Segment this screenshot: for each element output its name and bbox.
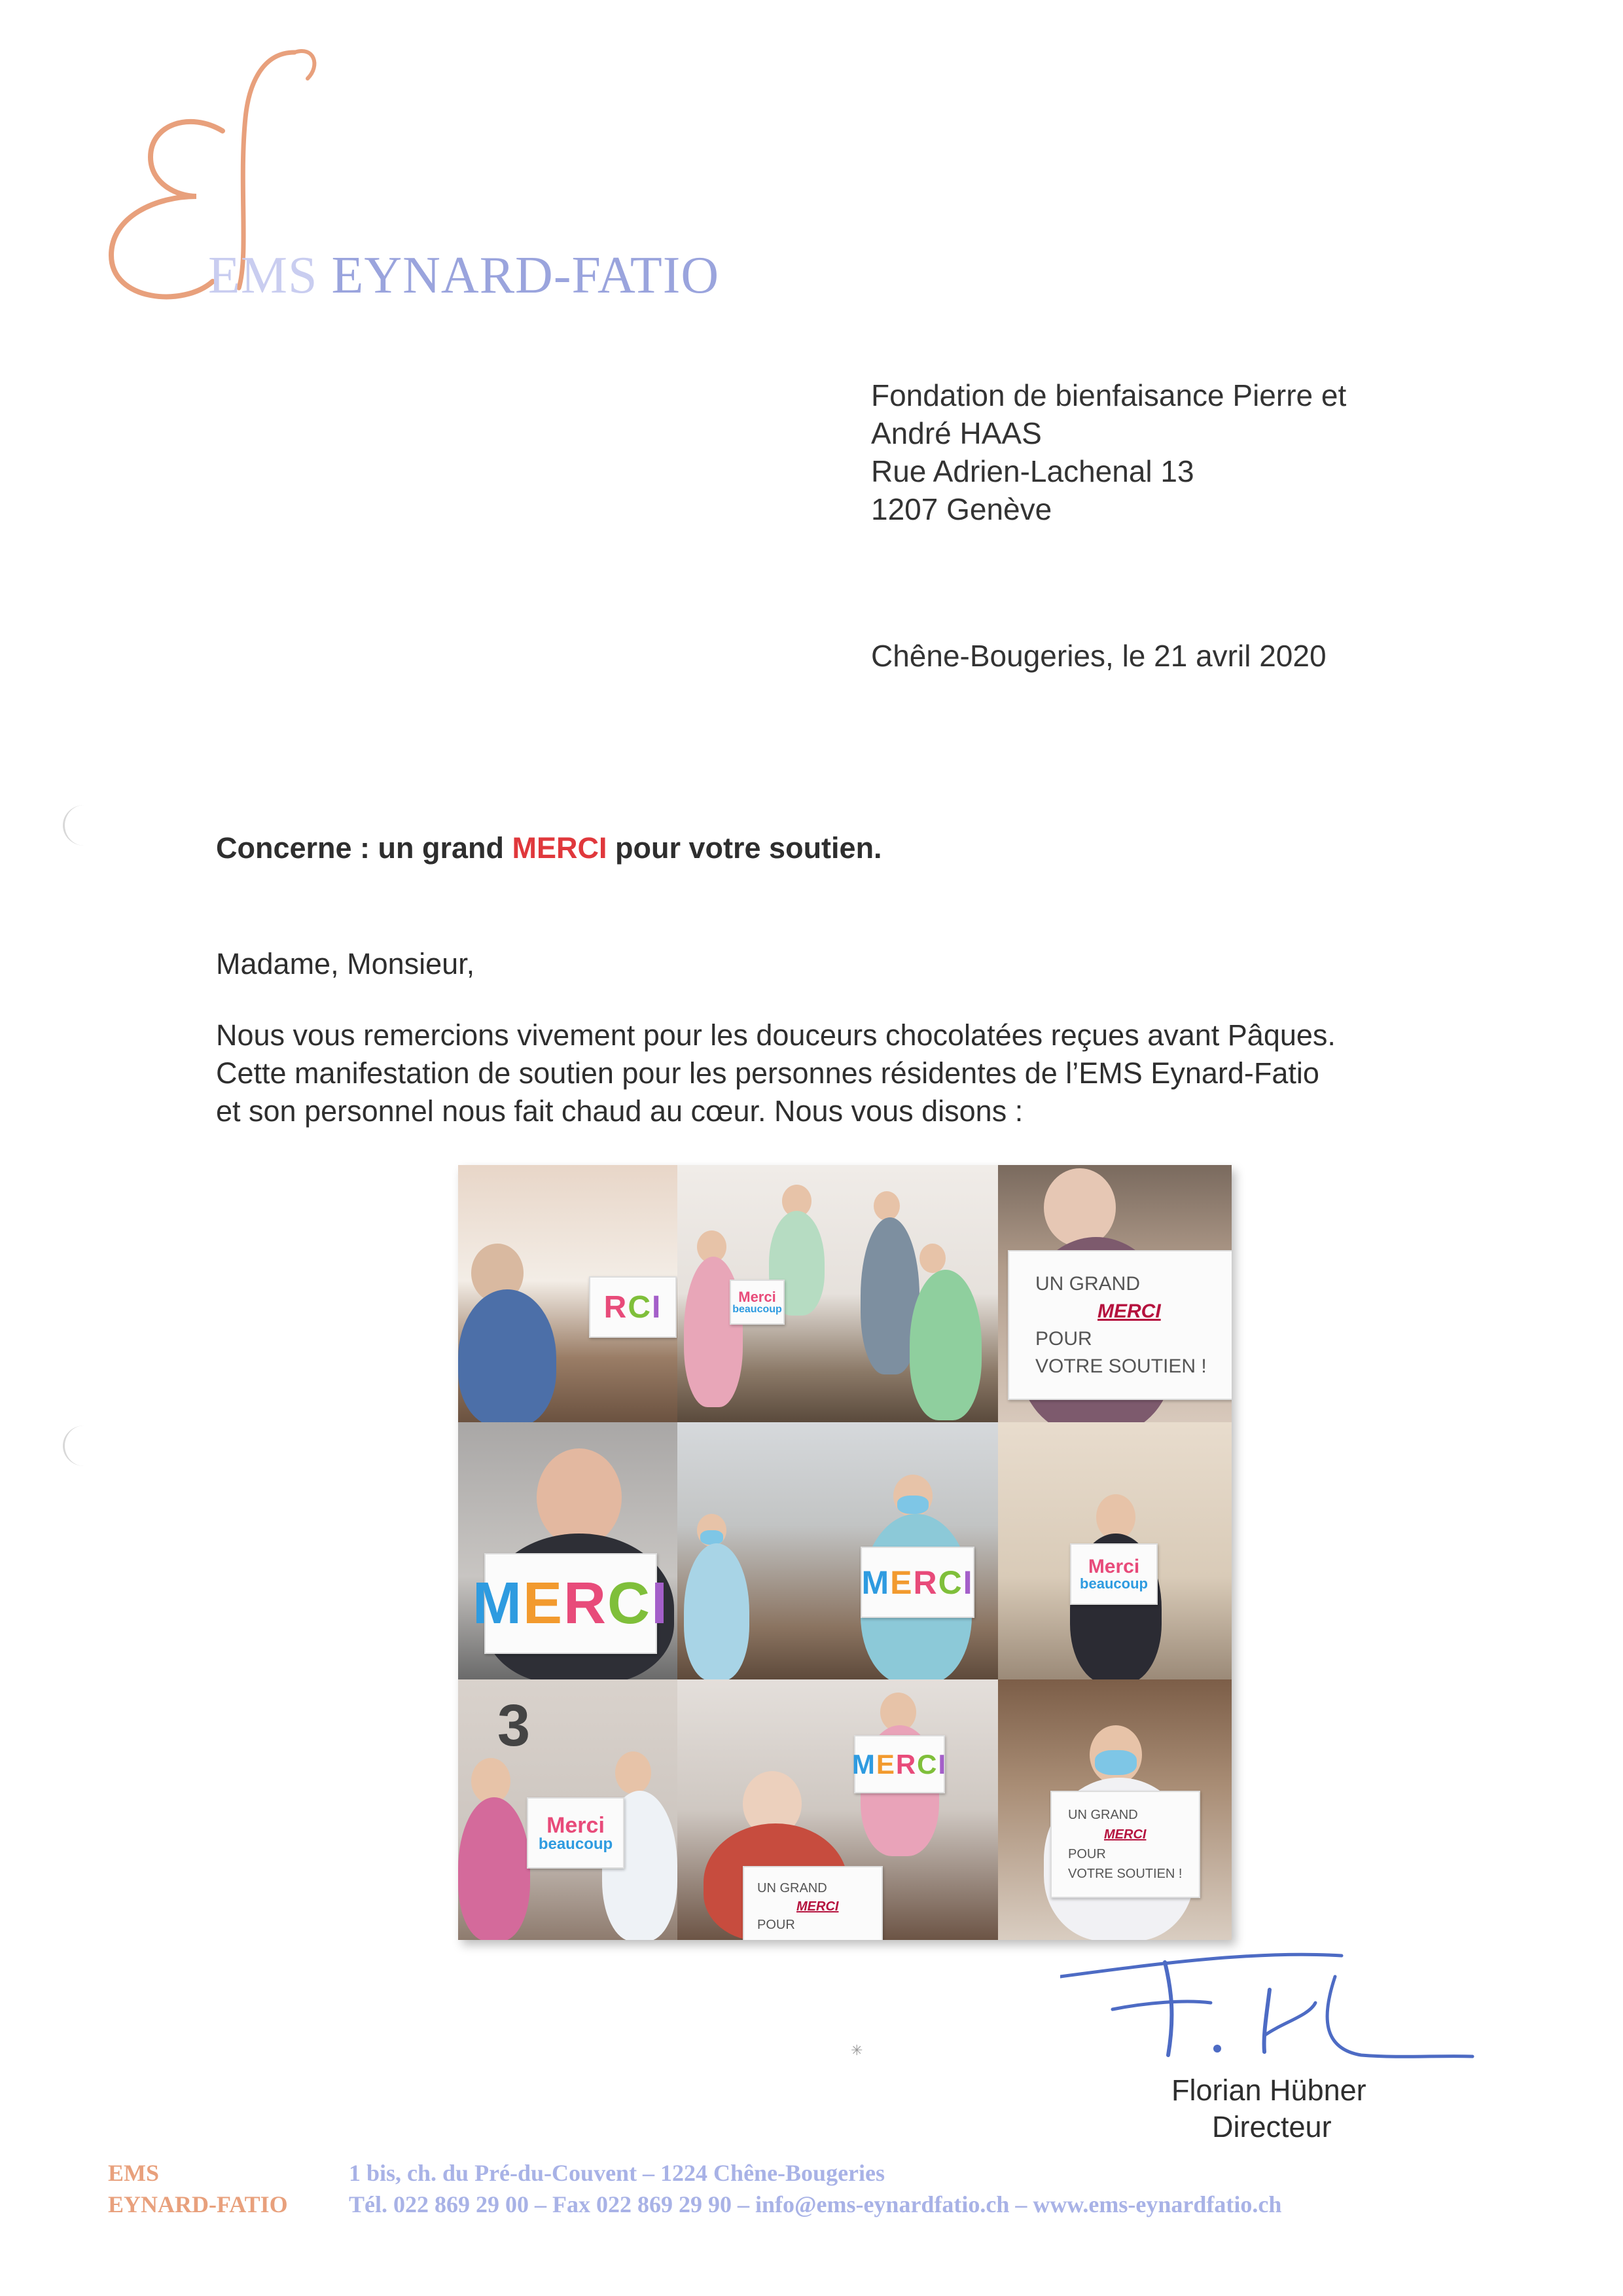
merci-letter: I bbox=[651, 1570, 669, 1636]
punch-hole-icon bbox=[63, 1426, 105, 1466]
footer-phone-email-web: Tél. 022 869 29 00 – Fax 022 869 29 90 – info@ems-eynardfatio.ch – www.ems-eynardfatio.ch bbox=[349, 2191, 1282, 2217]
logo-name: EYNARD-FATIO bbox=[331, 247, 720, 304]
un-grand-merci-sign bbox=[1050, 1791, 1200, 1898]
merci-letter: E bbox=[890, 1564, 914, 1601]
body-line: Cette manifestation de soutien pour les personnes résidentes de l’EMS Eynard-Fatio bbox=[216, 1056, 1319, 1090]
merci-letter: E bbox=[522, 1570, 563, 1636]
salutation: Madame, Monsieur, bbox=[216, 947, 475, 980]
merci-letter: M bbox=[861, 1564, 891, 1601]
sign-text: Merci bbox=[738, 1288, 776, 1305]
sign-text: beaucoup bbox=[538, 1835, 613, 1853]
collage-photo bbox=[458, 1679, 677, 1940]
footer-brand-line: EYNARD-FATIO bbox=[108, 2191, 288, 2217]
footer-brand bbox=[108, 2157, 288, 2220]
punch-hole-icon bbox=[63, 805, 105, 846]
merci-letter: C bbox=[917, 1748, 938, 1780]
recipient-line: Rue Adrien-Lachenal 13 bbox=[871, 454, 1194, 488]
collage-photo bbox=[677, 1679, 998, 1940]
sign-text: MERCI bbox=[1097, 1300, 1161, 1322]
merci-letter: I bbox=[938, 1748, 948, 1780]
sign-text: MERCI bbox=[1104, 1827, 1147, 1842]
merci-beaucoup-sign bbox=[1070, 1543, 1158, 1605]
date-line: Chêne-Bougeries, le 21 avril 2020 bbox=[871, 639, 1327, 673]
merci-letter: C bbox=[607, 1570, 651, 1636]
collage-photo bbox=[998, 1422, 1232, 1679]
photo-collage bbox=[458, 1165, 1232, 1940]
subject-prefix: Concerne : un grand bbox=[216, 831, 512, 865]
merci-sign bbox=[589, 1276, 677, 1338]
collage-photo bbox=[677, 1422, 998, 1679]
sign-text: UN GRAND bbox=[757, 1881, 827, 1895]
sign-text: UN GRAND bbox=[1068, 1808, 1138, 1822]
collage-photo bbox=[998, 1165, 1232, 1422]
recipient-line: Fondation de bienfaisance Pierre et bbox=[871, 378, 1347, 412]
photo-number: 3 bbox=[497, 1693, 531, 1759]
un-grand-merci-sign bbox=[1008, 1250, 1232, 1400]
subject-highlight: MERCI bbox=[512, 831, 607, 865]
collage-photo bbox=[458, 1422, 677, 1679]
sign-text: Merci bbox=[1088, 1556, 1140, 1577]
handwritten-signature-icon bbox=[1060, 1937, 1479, 2068]
merci-letter: C bbox=[628, 1289, 652, 1325]
logo-prefix: EMS bbox=[208, 247, 318, 304]
merci-beaucoup-sign bbox=[730, 1280, 785, 1325]
sign-text: POUR bbox=[1068, 1847, 1106, 1861]
recipient-line: 1207 Genève bbox=[871, 492, 1052, 526]
merci-letter: C bbox=[938, 1564, 963, 1601]
sign-text: beaucoup bbox=[1080, 1575, 1148, 1592]
sign-text: VOTRE SOUTIEN ! bbox=[1068, 1867, 1183, 1881]
sign-text: POUR bbox=[1035, 1327, 1092, 1350]
merci-sign bbox=[861, 1547, 974, 1618]
body-line: Nous vous remercions vivement pour les douceurs chocolatées reçues avant Pâques. bbox=[216, 1018, 1336, 1052]
sign-text: beaucoup bbox=[732, 1303, 782, 1315]
subject-suffix: pour votre soutien. bbox=[607, 831, 882, 865]
merci-letter: E bbox=[876, 1748, 896, 1780]
merci-letter: I bbox=[963, 1564, 974, 1601]
merci-letter: M bbox=[472, 1570, 523, 1636]
footer-address: 1 bis, ch. du Pré-du-Couvent – 1224 Chêne-Bougeries bbox=[349, 2160, 885, 2186]
footer-brand-line: EMS bbox=[108, 2160, 160, 2186]
signer-title: Directeur bbox=[1212, 2110, 1332, 2144]
body-paragraph bbox=[216, 1016, 1472, 1130]
sign-text: Merci bbox=[546, 1812, 605, 1838]
footer-contact bbox=[349, 2157, 1281, 2220]
recipient-address bbox=[871, 376, 1346, 528]
recipient-line: André HAAS bbox=[871, 416, 1042, 450]
sign-text: MERCI bbox=[796, 1899, 839, 1914]
merci-sign bbox=[472, 1553, 669, 1654]
merci-letter: R bbox=[603, 1289, 628, 1325]
logo-wordmark bbox=[208, 246, 719, 306]
sign-text: UN GRAND bbox=[1035, 1272, 1141, 1295]
collage-photo bbox=[998, 1679, 1232, 1940]
signer-name: Florian Hübner bbox=[1171, 2073, 1366, 2107]
un-grand-merci-sign bbox=[743, 1866, 883, 1940]
merci-letter: M bbox=[851, 1748, 876, 1780]
scan-mark: ✳ bbox=[851, 2042, 863, 2058]
sign-text: POUR bbox=[757, 1918, 795, 1932]
collage-photo bbox=[677, 1165, 998, 1422]
body-line: et son personnel nous fait chaud au cœur. Nous vous disons : bbox=[216, 1094, 1024, 1128]
merci-sign bbox=[851, 1735, 948, 1793]
collage-photo bbox=[458, 1165, 677, 1422]
merci-letter: R bbox=[895, 1748, 918, 1780]
merci-beaucoup-sign bbox=[527, 1797, 624, 1869]
merci-letter: R bbox=[563, 1570, 607, 1636]
subject-line bbox=[216, 831, 882, 865]
merci-letter: I bbox=[652, 1289, 662, 1325]
sign-text: VOTRE SOUTIEN ! bbox=[1035, 1355, 1207, 1377]
merci-letter: R bbox=[913, 1564, 938, 1601]
